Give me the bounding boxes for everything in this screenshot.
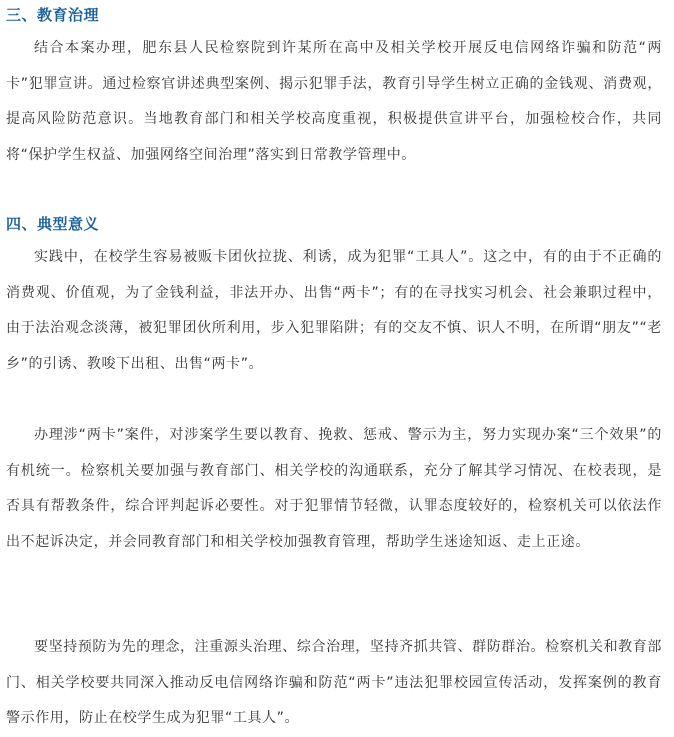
paragraph-practice: 实践中，在校学生容易被贩卡团伙拉拢、利诱，成为犯罪“工具人”。这之中，有的由于不正确的消费观、价值观，为了金钱利益，非法开办、出售“两卡”；有的在寻找实习机会、社会兼职过程中，由于法治观念淡薄，被犯罪团伙所利用，步入犯罪陷阱；有的交友不慎、识人不明，在所谓“朋友”“老乡”的引诱、教唆下出租、出售“两卡”。 <box>6 249 662 372</box>
paragraph-education-governance: 结合本案办理，肥东县人民检察院到许某所在高中及相关学校开展反电信网络诈骗和防范“两卡”犯罪宣讲。通过检察官讲述典型案例、揭示犯罪手法，教育引导学生树立正确的金钱观、消费观，提高风险防范意识。当地教育部门和相关学校高度重视，积极提供宣讲平台，加强检校合作，共同将“保护学生权益、加强网络空间治理”落实到日常教学管理中。 <box>6 40 662 163</box>
section-heading-typical-significance: 四、典型意义 <box>6 215 100 233</box>
paragraph-prevention: 要坚持预防为先的理念，注重源头治理、综合治理，坚持齐抓共管、群防群治。检察机关和教育部门、相关学校要共同深入推动反电信网络诈骗和防范“两卡”违法犯罪校园宣传活动，发挥案例的教育警示作用，防止在校学生成为犯罪“工具人”。 <box>6 639 662 726</box>
paragraph-case-handling: 办理涉“两卡”案件，对涉案学生要以教育、挽救、惩戒、警示为主，努力实现办案“三个效果”的有机统一。检察机关要加强与教育部门、相关学校的沟通联系，充分了解其学习情况、在校表现，是否具有帮教条件，综合评判起诉必要性。对于犯罪情节轻微，认罪态度较好的，检察机关可以依法作出不起诉决定，并会同教育部门和相关学校加强教育管理，帮助学生迷途知返、走上正途。 <box>6 427 662 550</box>
section-heading-education-governance: 三、教育治理 <box>6 6 100 24</box>
